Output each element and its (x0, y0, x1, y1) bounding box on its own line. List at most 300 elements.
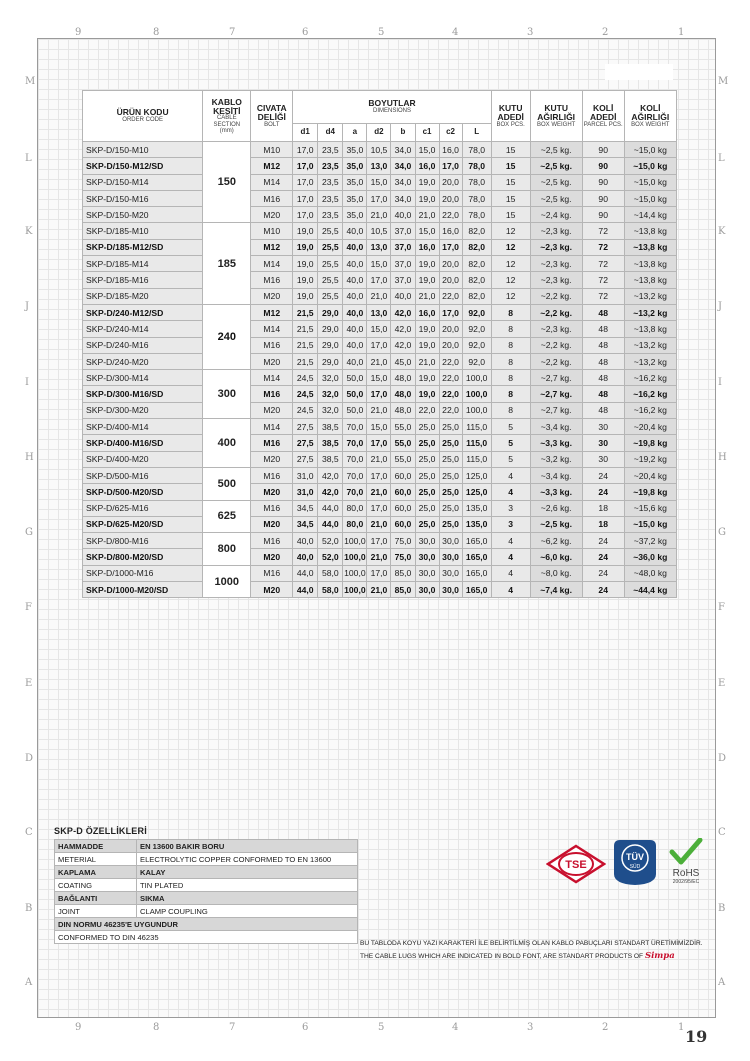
box-pcs: 4 (491, 533, 530, 549)
dim-c2: 20,0 (439, 272, 462, 288)
dim-c1: 25,0 (415, 500, 439, 516)
parcel-pcs: 48 (582, 353, 624, 369)
edge-number-bottom: 9 (75, 1022, 82, 1033)
dim-c1: 15,0 (415, 223, 439, 239)
dim-c1: 19,0 (415, 337, 439, 353)
dim-d2: 21,0 (367, 288, 391, 304)
dim-d1: 34,5 (293, 500, 318, 516)
parcel-pcs: 90 (582, 207, 624, 223)
table-row (83, 435, 677, 451)
dim-d1: 44,0 (293, 565, 318, 581)
dim-c1: 19,0 (415, 321, 439, 337)
cable-section: 150 (203, 142, 251, 223)
dim-c2: 22,0 (439, 353, 462, 369)
dim-L: 78,0 (462, 142, 491, 158)
box-pcs: 12 (491, 256, 530, 272)
col-order-code: ÜRÜN KODU ORDER CODE (83, 91, 203, 142)
parcel-pcs: 30 (582, 419, 624, 435)
parcel-pcs: 90 (582, 174, 624, 190)
table-row (83, 370, 677, 386)
dim-c1: 21,0 (415, 288, 439, 304)
order-code: SKP-D/400-M14 (83, 419, 203, 435)
dim-b: 37,0 (391, 239, 415, 255)
dim-d1: 44,0 (293, 582, 318, 598)
dim-d1: 40,0 (293, 533, 318, 549)
order-code: SKP-D/240-M16 (83, 337, 203, 353)
box-pcs: 3 (491, 500, 530, 516)
box-pcs: 5 (491, 419, 530, 435)
dim-d4: 32,0 (318, 402, 343, 418)
bolt-size: M12 (251, 239, 293, 255)
prop-value-en: ELECTROLYTIC COPPER CONFORMED TO EN 13600 (137, 853, 358, 866)
dim-L: 92,0 (462, 353, 491, 369)
dim-c2: 22,0 (439, 402, 462, 418)
dim-d4: 23,5 (318, 174, 343, 190)
dim-c1: 30,0 (415, 533, 439, 549)
dim-d4: 25,5 (318, 223, 343, 239)
prop-key-tr: KAPLAMA (55, 866, 137, 879)
dim-d2: 15,0 (367, 174, 391, 190)
note-en: THE CABLE LUGS WHICH ARE INDICATED IN BOLD FONT, ARE STANDART PRODUCTS OF Simpa (360, 951, 675, 961)
dim-L: 78,0 (462, 190, 491, 206)
dim-L: 100,0 (462, 402, 491, 418)
dim-col-a: a (343, 124, 367, 142)
parcel-pcs: 48 (582, 386, 624, 402)
edge-letter-left: K (25, 226, 33, 237)
box-pcs: 12 (491, 272, 530, 288)
dim-col-d4: d4 (318, 124, 343, 142)
order-code: SKP-D/150-M16 (83, 190, 203, 206)
table-row (83, 500, 677, 516)
dim-col-d1: d1 (293, 124, 318, 142)
parcel-weight: ~13,2 kg (624, 337, 676, 353)
dim-d4: 38,5 (318, 435, 343, 451)
dim-d1: 27,5 (293, 419, 318, 435)
dim-a: 35,0 (343, 174, 367, 190)
box-weight: ~2,5 kg. (530, 516, 582, 532)
bolt-size: M16 (251, 500, 293, 516)
col-parcel-pcs: KOLİ ADEDİ PARCEL PCS. (582, 91, 624, 142)
dim-c2: 30,0 (439, 582, 462, 598)
dim-c1: 16,0 (415, 304, 439, 320)
order-code: SKP-D/185-M10 (83, 223, 203, 239)
edge-number-bottom: 5 (378, 1022, 385, 1033)
parcel-pcs: 18 (582, 500, 624, 516)
table-row (83, 239, 677, 255)
box-weight: ~2,5 kg. (530, 158, 582, 174)
edge-number-top: 5 (378, 27, 385, 38)
parcel-pcs: 90 (582, 190, 624, 206)
dim-c2: 25,0 (439, 451, 462, 467)
prop-key-en: COATING (55, 879, 137, 892)
col-box-weight: KUTU AĞIRLIĞI BOX WEIGHT (530, 91, 582, 142)
dim-d2: 17,0 (367, 337, 391, 353)
parcel-weight: ~36,0 kg (624, 549, 676, 565)
dim-c1: 19,0 (415, 370, 439, 386)
cable-section: 625 (203, 500, 251, 533)
dim-d1: 31,0 (293, 484, 318, 500)
dim-a: 40,0 (343, 288, 367, 304)
dim-d2: 10,5 (367, 223, 391, 239)
parcel-weight: ~13,8 kg (624, 256, 676, 272)
dim-b: 42,0 (391, 337, 415, 353)
dim-a: 70,0 (343, 467, 367, 483)
box-weight: ~2,5 kg. (530, 142, 582, 158)
bolt-size: M14 (251, 321, 293, 337)
box-weight: ~2,2 kg. (530, 337, 582, 353)
parcel-weight: ~20,4 kg (624, 419, 676, 435)
parcel-pcs: 90 (582, 142, 624, 158)
cable-section: 1000 (203, 565, 251, 598)
parcel-weight: ~37,2 kg (624, 533, 676, 549)
dim-d4: 32,0 (318, 370, 343, 386)
bolt-size: M16 (251, 435, 293, 451)
order-code: SKP-D/300-M14 (83, 370, 203, 386)
edge-letter-left: M (25, 76, 36, 87)
dim-L: 125,0 (462, 484, 491, 500)
dim-a: 100,0 (343, 549, 367, 565)
parcel-weight: ~16,2 kg (624, 370, 676, 386)
parcel-pcs: 72 (582, 272, 624, 288)
dim-d1: 19,0 (293, 239, 318, 255)
dim-d1: 21,5 (293, 337, 318, 353)
dim-d1: 19,0 (293, 288, 318, 304)
order-code: SKP-D/400-M16/SD (83, 435, 203, 451)
bolt-size: M10 (251, 223, 293, 239)
bolt-size: M16 (251, 272, 293, 288)
box-weight: ~3,2 kg. (530, 451, 582, 467)
dim-d1: 40,0 (293, 549, 318, 565)
dim-a: 70,0 (343, 435, 367, 451)
edge-letter-right: C (718, 827, 726, 838)
dim-L: 115,0 (462, 451, 491, 467)
dim-d4: 38,5 (318, 451, 343, 467)
box-pcs: 4 (491, 565, 530, 581)
dim-b: 55,0 (391, 419, 415, 435)
order-code: SKP-D/240-M20 (83, 353, 203, 369)
box-weight: ~2,2 kg. (530, 304, 582, 320)
dim-c1: 19,0 (415, 174, 439, 190)
box-weight: ~2,3 kg. (530, 239, 582, 255)
order-code: SKP-D/300-M16/SD (83, 386, 203, 402)
bolt-size: M14 (251, 419, 293, 435)
dim-d4: 23,5 (318, 158, 343, 174)
dim-d2: 17,0 (367, 435, 391, 451)
dim-b: 42,0 (391, 321, 415, 337)
parcel-weight: ~13,8 kg (624, 223, 676, 239)
order-code: SKP-D/185-M16 (83, 272, 203, 288)
dim-a: 40,0 (343, 256, 367, 272)
prop-value-tr: KALAY (137, 866, 358, 879)
order-code: SKP-D/150-M20 (83, 207, 203, 223)
prop-row-tr (55, 866, 358, 879)
edge-number-bottom: 1 (678, 1022, 685, 1033)
cable-section: 185 (203, 223, 251, 304)
parcel-pcs: 24 (582, 549, 624, 565)
dim-d1: 24,5 (293, 370, 318, 386)
box-pcs: 8 (491, 337, 530, 353)
order-code: SKP-D/150-M12/SD (83, 158, 203, 174)
box-weight: ~2,4 kg. (530, 207, 582, 223)
edge-number-top: 1 (678, 27, 685, 38)
bolt-size: M12 (251, 304, 293, 320)
parcel-pcs: 48 (582, 337, 624, 353)
table-row (83, 419, 677, 435)
box-pcs: 4 (491, 467, 530, 483)
dim-L: 100,0 (462, 370, 491, 386)
bolt-size: M14 (251, 174, 293, 190)
box-weight: ~6,2 kg. (530, 533, 582, 549)
dim-L: 135,0 (462, 516, 491, 532)
order-code: SKP-D/800-M16 (83, 533, 203, 549)
properties-panel (54, 826, 358, 944)
dim-b: 55,0 (391, 451, 415, 467)
box-weight: ~2,2 kg. (530, 288, 582, 304)
svg-text:TSE: TSE (565, 859, 587, 871)
dim-b: 34,0 (391, 142, 415, 158)
dim-L: 92,0 (462, 304, 491, 320)
table-row (83, 484, 677, 500)
box-weight: ~2,5 kg. (530, 190, 582, 206)
parcel-pcs: 72 (582, 223, 624, 239)
box-weight: ~3,3 kg. (530, 484, 582, 500)
bolt-size: M10 (251, 142, 293, 158)
dim-L: 165,0 (462, 533, 491, 549)
box-weight: ~8,0 kg. (530, 565, 582, 581)
dim-c1: 21,0 (415, 353, 439, 369)
parcel-pcs: 48 (582, 370, 624, 386)
dim-a: 40,0 (343, 223, 367, 239)
dim-d2: 15,0 (367, 419, 391, 435)
dim-d1: 17,0 (293, 190, 318, 206)
dim-L: 78,0 (462, 174, 491, 190)
prop-row-tr (55, 840, 358, 853)
dim-b: 40,0 (391, 207, 415, 223)
dim-c1: 30,0 (415, 565, 439, 581)
order-code: SKP-D/800-M20/SD (83, 549, 203, 565)
dim-d1: 17,0 (293, 174, 318, 190)
edge-number-top: 2 (602, 27, 609, 38)
dim-L: 82,0 (462, 223, 491, 239)
dim-b: 60,0 (391, 500, 415, 516)
dim-a: 40,0 (343, 337, 367, 353)
box-pcs: 4 (491, 582, 530, 598)
dim-c2: 20,0 (439, 190, 462, 206)
dim-a: 40,0 (343, 272, 367, 288)
dim-c1: 19,0 (415, 386, 439, 402)
dim-d2: 10,5 (367, 142, 391, 158)
dim-b: 34,0 (391, 174, 415, 190)
dim-a: 35,0 (343, 158, 367, 174)
box-pcs: 15 (491, 190, 530, 206)
dim-L: 125,0 (462, 467, 491, 483)
dim-d2: 21,0 (367, 451, 391, 467)
dim-b: 60,0 (391, 467, 415, 483)
dim-d2: 15,0 (367, 256, 391, 272)
bolt-size: M16 (251, 533, 293, 549)
dim-b: 48,0 (391, 370, 415, 386)
prop-value-en: CLAMP COUPLING (137, 905, 358, 918)
dim-c2: 17,0 (439, 304, 462, 320)
dim-col-c2: c2 (439, 124, 462, 142)
dim-c1: 19,0 (415, 256, 439, 272)
dim-L: 92,0 (462, 321, 491, 337)
parcel-weight: ~19,8 kg (624, 435, 676, 451)
dim-L: 135,0 (462, 500, 491, 516)
box-weight: ~3,4 kg. (530, 467, 582, 483)
box-pcs: 15 (491, 142, 530, 158)
order-code: SKP-D/400-M20 (83, 451, 203, 467)
box-pcs: 4 (491, 549, 530, 565)
order-code: SKP-D/625-M16 (83, 500, 203, 516)
table-row (83, 533, 677, 549)
dim-c1: 19,0 (415, 190, 439, 206)
tuv-logo (612, 838, 658, 891)
parcel-pcs: 72 (582, 256, 624, 272)
edge-letter-right: K (718, 226, 726, 237)
box-pcs: 5 (491, 435, 530, 451)
edge-letter-right: G (718, 527, 726, 538)
parcel-pcs: 24 (582, 467, 624, 483)
dim-d1: 19,0 (293, 223, 318, 239)
order-code: SKP-D/185-M12/SD (83, 239, 203, 255)
dim-d1: 27,5 (293, 451, 318, 467)
dim-c2: 17,0 (439, 158, 462, 174)
dim-d4: 44,0 (318, 500, 343, 516)
white-patch (605, 64, 673, 80)
dim-d2: 17,0 (367, 565, 391, 581)
dim-d4: 25,5 (318, 239, 343, 255)
parcel-weight: ~13,2 kg (624, 288, 676, 304)
box-weight: ~2,7 kg. (530, 386, 582, 402)
table-row (83, 256, 677, 272)
properties-table (54, 839, 358, 944)
dim-col-L: L (462, 124, 491, 142)
dim-a: 50,0 (343, 402, 367, 418)
cable-section: 300 (203, 370, 251, 419)
dim-d1: 21,5 (293, 304, 318, 320)
dim-d2: 21,0 (367, 402, 391, 418)
col-bolt: CIVATA DELİĞİ BOLT (251, 91, 293, 142)
table-row (83, 386, 677, 402)
edge-letter-left: L (25, 153, 32, 164)
dim-d4: 25,5 (318, 288, 343, 304)
dim-d2: 21,0 (367, 207, 391, 223)
box-weight: ~2,3 kg. (530, 272, 582, 288)
cable-section: 400 (203, 419, 251, 468)
parcel-weight: ~20,4 kg (624, 467, 676, 483)
dim-a: 100,0 (343, 533, 367, 549)
table-row (83, 223, 677, 239)
box-weight: ~6,0 kg. (530, 549, 582, 565)
dim-d4: 23,5 (318, 207, 343, 223)
box-weight: ~2,3 kg. (530, 321, 582, 337)
box-weight: ~2,7 kg. (530, 402, 582, 418)
table-row (83, 565, 677, 581)
dim-a: 70,0 (343, 484, 367, 500)
dim-d4: 38,5 (318, 419, 343, 435)
bolt-size: M20 (251, 484, 293, 500)
dim-c1: 25,0 (415, 451, 439, 467)
edge-letter-left: E (25, 678, 33, 689)
dim-c2: 25,0 (439, 500, 462, 516)
table-row (83, 582, 677, 598)
dim-L: 92,0 (462, 337, 491, 353)
edge-number-top: 8 (153, 27, 160, 38)
dim-a: 80,0 (343, 516, 367, 532)
dim-c2: 20,0 (439, 337, 462, 353)
table-row (83, 174, 677, 190)
edge-number-bottom: 3 (527, 1022, 534, 1033)
dim-a: 40,0 (343, 304, 367, 320)
parcel-pcs: 24 (582, 565, 624, 581)
dim-a: 35,0 (343, 207, 367, 223)
svg-text:TÜV: TÜV (626, 852, 644, 862)
svg-text:RoHS: RoHS (672, 868, 700, 879)
dim-d2: 17,0 (367, 190, 391, 206)
dim-b: 48,0 (391, 386, 415, 402)
dim-c2: 30,0 (439, 533, 462, 549)
parcel-pcs: 24 (582, 533, 624, 549)
edge-number-top: 3 (527, 27, 534, 38)
prop-row-en (55, 879, 358, 892)
dim-d1: 17,0 (293, 142, 318, 158)
table-row (83, 190, 677, 206)
bolt-size: M20 (251, 288, 293, 304)
prop-key-tr: HAMMADDE (55, 840, 137, 853)
col-parcel-weight: KOLİ AĞIRLIĞI BOX WEIGHT (624, 91, 676, 142)
rohs-logo (666, 838, 706, 891)
dim-d2: 21,0 (367, 516, 391, 532)
dim-c2: 22,0 (439, 207, 462, 223)
dim-c1: 30,0 (415, 582, 439, 598)
dim-a: 80,0 (343, 500, 367, 516)
order-code: SKP-D/240-M14 (83, 321, 203, 337)
box-weight: ~2,5 kg. (530, 174, 582, 190)
box-pcs: 8 (491, 304, 530, 320)
box-pcs: 4 (491, 484, 530, 500)
bolt-size: M20 (251, 353, 293, 369)
parcel-weight: ~19,8 kg (624, 484, 676, 500)
dim-d1: 17,0 (293, 207, 318, 223)
dim-b: 40,0 (391, 288, 415, 304)
parcel-pcs: 72 (582, 239, 624, 255)
dim-d4: 42,0 (318, 467, 343, 483)
dim-c2: 20,0 (439, 174, 462, 190)
parcel-weight: ~15,6 kg (624, 500, 676, 516)
dim-L: 82,0 (462, 272, 491, 288)
edge-letter-right: H (718, 452, 727, 463)
dim-b: 45,0 (391, 353, 415, 369)
dim-c1: 30,0 (415, 549, 439, 565)
prop-row-tr (55, 892, 358, 905)
dim-d4: 29,0 (318, 321, 343, 337)
parcel-weight: ~44,4 kg (624, 582, 676, 598)
dim-d1: 34,5 (293, 516, 318, 532)
parcel-pcs: 72 (582, 288, 624, 304)
dim-d1: 21,5 (293, 321, 318, 337)
dim-L: 165,0 (462, 582, 491, 598)
dim-d1: 24,5 (293, 402, 318, 418)
dim-c2: 20,0 (439, 321, 462, 337)
parcel-pcs: 48 (582, 304, 624, 320)
dim-d1: 27,5 (293, 435, 318, 451)
dim-c1: 16,0 (415, 239, 439, 255)
dim-c1: 25,0 (415, 419, 439, 435)
edge-number-top: 6 (302, 27, 309, 38)
edge-letter-left: I (25, 377, 29, 388)
dim-d2: 17,0 (367, 467, 391, 483)
